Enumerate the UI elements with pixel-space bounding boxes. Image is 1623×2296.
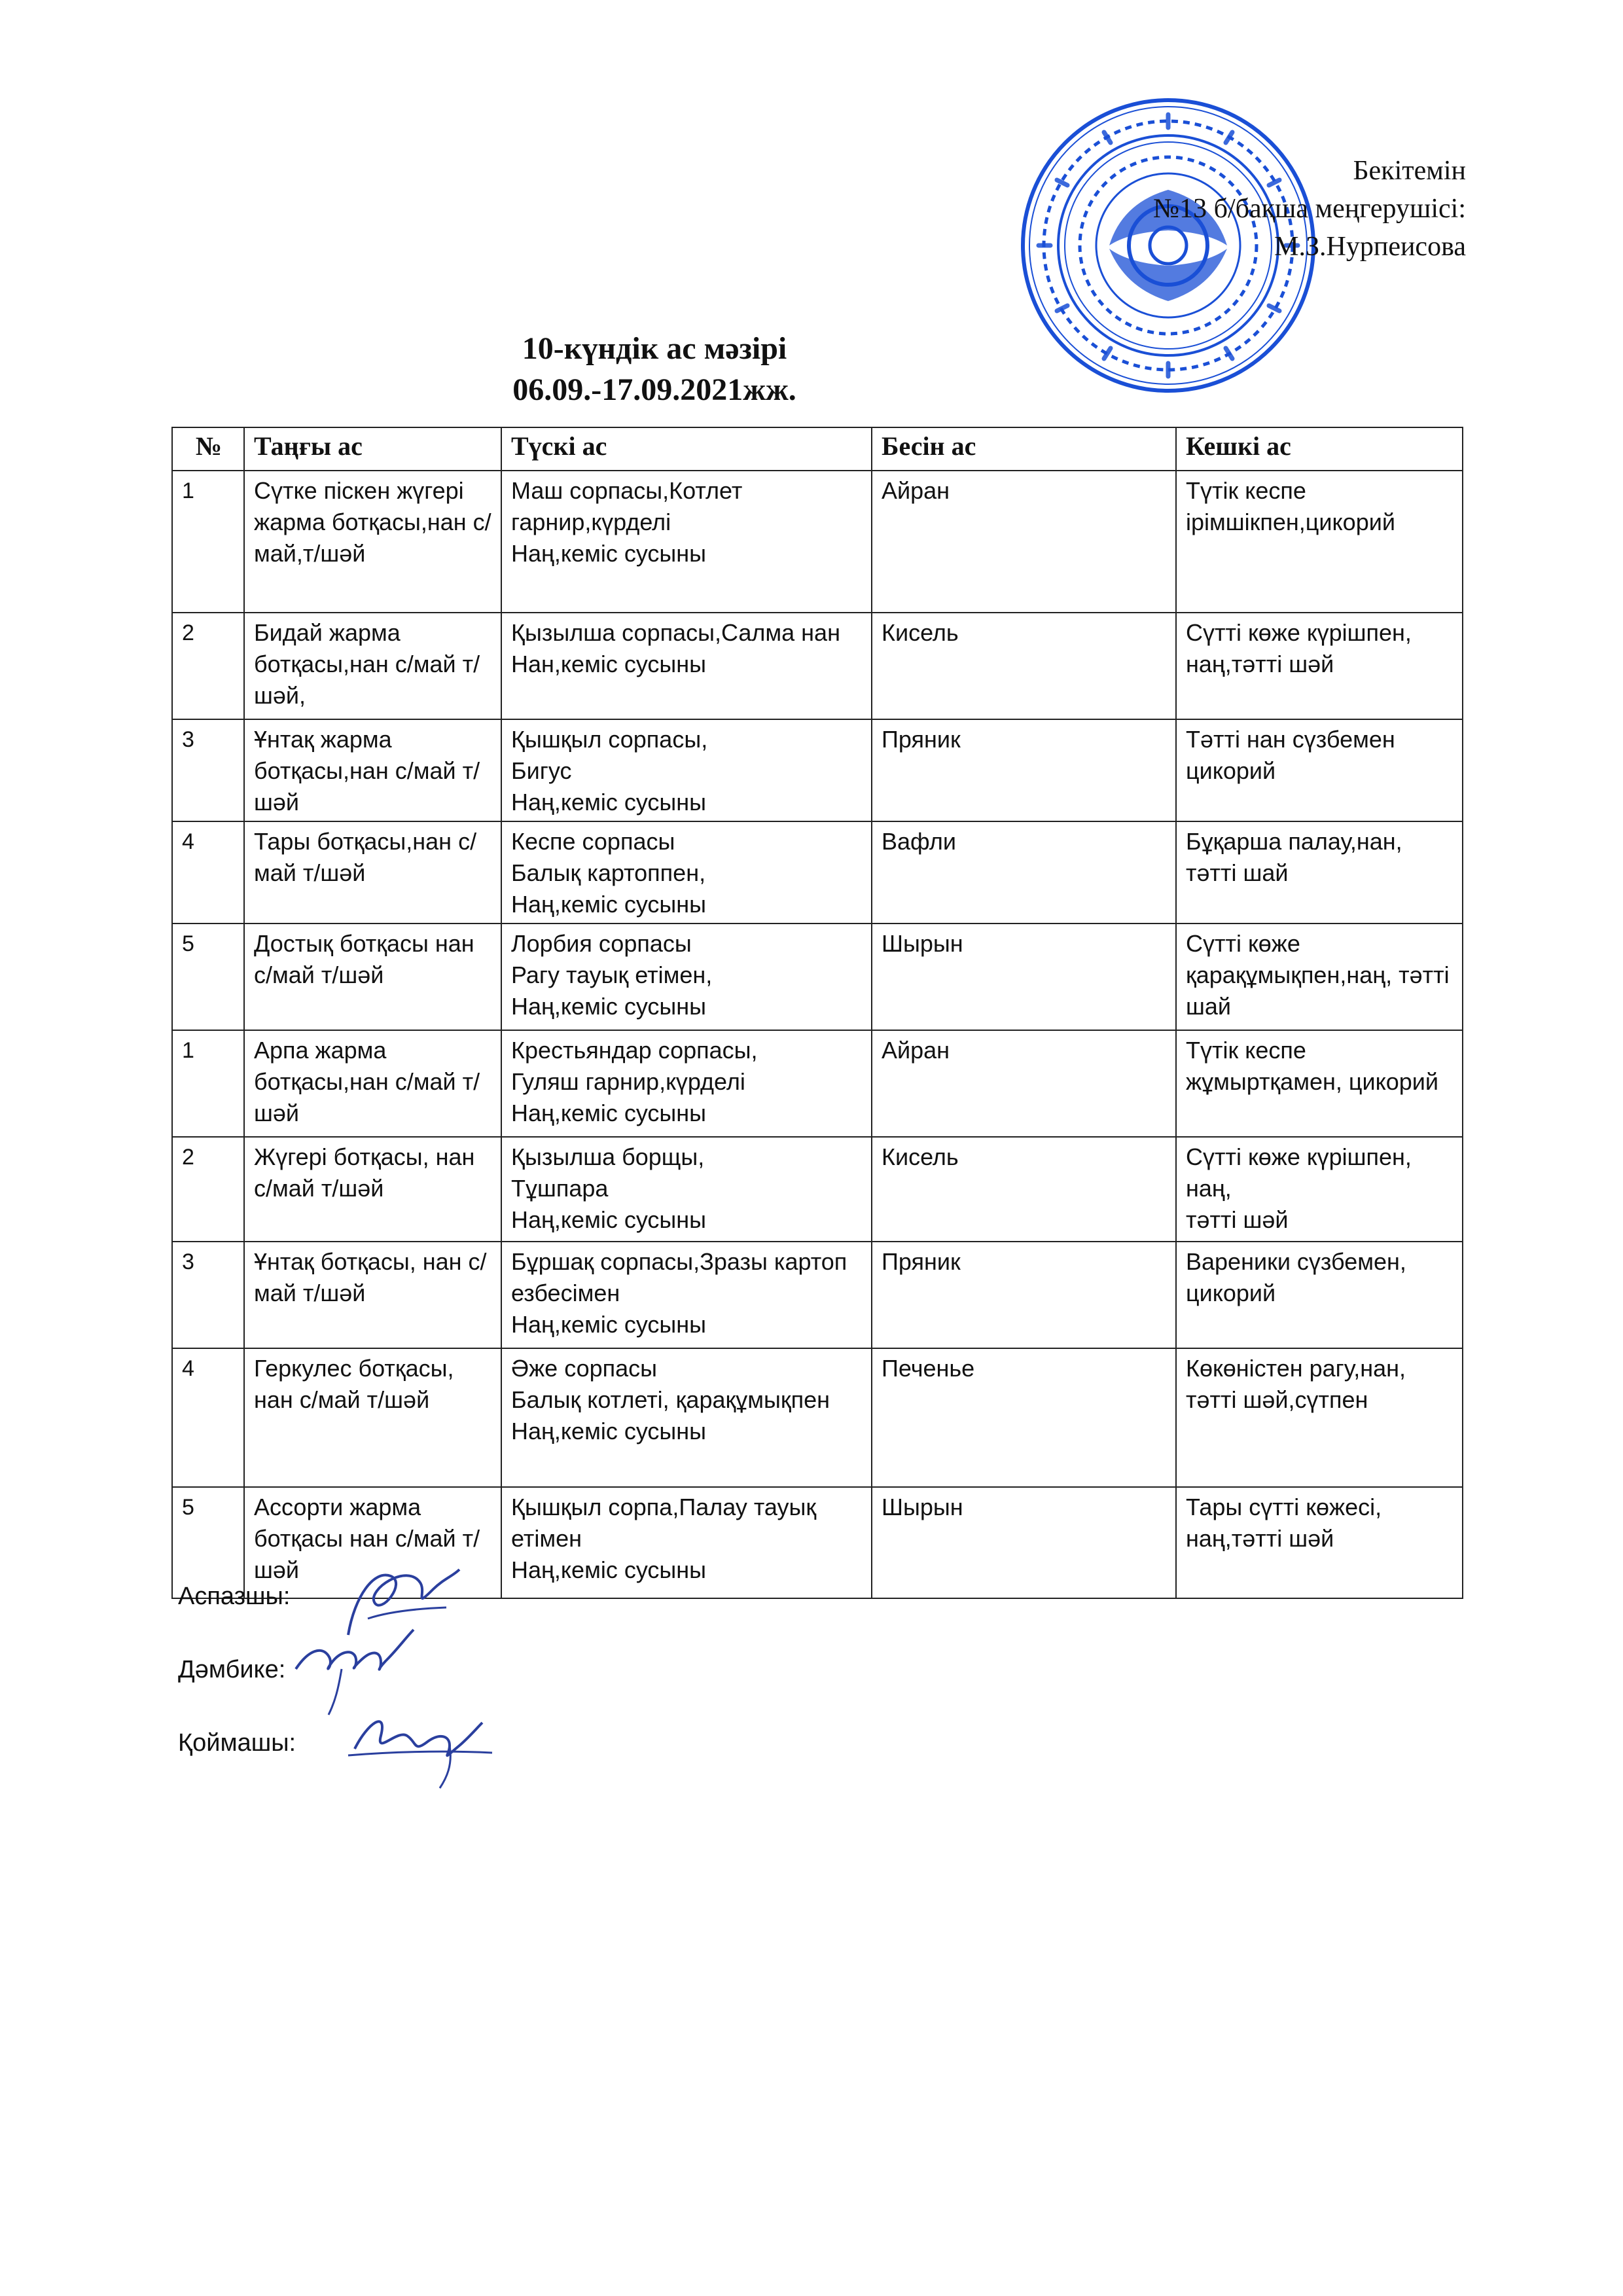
lunch-cell xyxy=(501,1137,872,1242)
snack-cell xyxy=(872,1137,1176,1242)
lunch-cell-text: Қызылша борщы, Тұшпара Наң,кеміс сусыны xyxy=(511,1143,707,1233)
dinner-cell xyxy=(1176,1348,1463,1487)
breakfast-cell-text: Тары ботқасы,нан с/май т/шәй xyxy=(254,828,477,886)
lunch-cell xyxy=(501,1487,872,1598)
dinner-cell-text: Вареники сүзбемен, цикорий xyxy=(1186,1248,1406,1306)
row-number xyxy=(172,471,244,613)
lunch-cell-text: Қызылша сорпасы,Салма нан Нан,кеміс сусыны xyxy=(511,619,840,677)
approval-block xyxy=(1153,152,1466,266)
snack-cell-text: Вафли xyxy=(882,828,956,855)
storekeeper-signature xyxy=(335,1690,505,1795)
menu-header-row xyxy=(172,427,1463,471)
breakfast-cell-text: Ассорти жарма ботқасы нан с/май т/шәй xyxy=(254,1494,480,1583)
lunch-cell xyxy=(501,613,872,719)
menu-row xyxy=(172,1030,1463,1137)
row-number xyxy=(172,719,244,821)
breakfast-cell-text: Ұнтақ ботқасы, нан с/май т/шәй xyxy=(254,1248,487,1306)
snack-cell xyxy=(872,471,1176,613)
dinner-cell-text: Тәтті нан сүзбемен цикорий xyxy=(1186,726,1395,784)
breakfast-cell-text: Ұнтақ жарма ботқасы,нан с/май т/шәй xyxy=(254,726,480,816)
row-number xyxy=(172,821,244,924)
snack-cell xyxy=(872,719,1176,821)
dinner-cell xyxy=(1176,1030,1463,1137)
breakfast-cell xyxy=(244,1242,501,1348)
menu-row xyxy=(172,1348,1463,1487)
dinner-cell xyxy=(1176,1487,1463,1598)
breakfast-cell-text: Сүтке піскен жүгері жарма ботқасы,нан с/май,т/шәй xyxy=(254,477,491,567)
breakfast-cell-text: Бидай жарма ботқасы,нан с/май т/шәй, xyxy=(254,619,480,709)
dinner-cell-text: Сүтті көже күрішпен, наң, тәтті шәй xyxy=(1186,1143,1412,1233)
breakfast-cell xyxy=(244,1030,501,1137)
lunch-cell-text: Әже сорпасы Балық котлеті, қарақұмықпен Наң,кеміс сусыны xyxy=(511,1355,830,1444)
lunch-cell-text: Крестьяндар сорпасы, Гуляш гарнир,күрделі Наң,кеміс сусыны xyxy=(511,1037,758,1126)
dinner-cell xyxy=(1176,613,1463,719)
breakfast-cell-text: Арпа жарма ботқасы,нан с/май т/шәй xyxy=(254,1037,480,1126)
header-snack: Бесін ас xyxy=(872,427,1176,471)
lunch-cell-text: Қышқыл сорпасы, Бигус Наң,кеміс сусыны xyxy=(511,726,708,816)
snack-cell xyxy=(872,1242,1176,1348)
menu-row xyxy=(172,1137,1463,1242)
row-number-text: 1 xyxy=(182,1038,194,1063)
dinner-cell xyxy=(1176,821,1463,924)
snack-cell xyxy=(872,613,1176,719)
menu-row xyxy=(172,821,1463,924)
dinner-cell xyxy=(1176,1242,1463,1348)
lunch-cell-text: Лорбия сорпасы Рагу тауық етімен, Наң,кеміс сусыны xyxy=(511,930,713,1020)
breakfast-cell xyxy=(244,471,501,613)
row-number-text: 1 xyxy=(182,478,194,503)
breakfast-cell-text: Жүгері ботқасы, нан с/май т/шәй xyxy=(254,1143,475,1202)
lunch-cell xyxy=(501,1348,872,1487)
row-number xyxy=(172,1030,244,1137)
dinner-cell-text: Бұқарша палау,нан, тәтті шай xyxy=(1186,828,1402,886)
snack-cell-text: Кисель xyxy=(882,1143,959,1170)
cook-label: Аспазшы: xyxy=(178,1583,291,1610)
dietitian-label: Дәмбике: xyxy=(178,1656,286,1683)
lunch-cell xyxy=(501,821,872,924)
snack-cell xyxy=(872,1487,1176,1598)
snack-cell-text: Шырын xyxy=(882,930,963,957)
snack-cell xyxy=(872,1348,1176,1487)
breakfast-cell-text: Геркулес ботқасы, нан с/май т/шәй xyxy=(254,1355,454,1413)
row-number-text: 4 xyxy=(182,1356,194,1381)
storekeeper-label: Қоймашы: xyxy=(178,1729,296,1757)
header-lunch: Түскі ас xyxy=(501,427,872,471)
snack-cell-text: Пряник xyxy=(882,1248,961,1275)
dinner-cell xyxy=(1176,471,1463,613)
row-number-text: 3 xyxy=(182,727,194,752)
document-title: 10-күндік ас мәзірі xyxy=(522,331,787,366)
dinner-cell-text: Сүтті көже күрішпен, наң,тәтті шәй xyxy=(1186,619,1412,677)
menu-row xyxy=(172,1242,1463,1348)
lunch-cell xyxy=(501,924,872,1030)
snack-cell xyxy=(872,924,1176,1030)
menu-table xyxy=(171,427,1463,1599)
row-number-text: 5 xyxy=(182,1495,194,1520)
breakfast-cell xyxy=(244,924,501,1030)
approval-line-name: М.З.Нурпеисова xyxy=(1274,232,1466,262)
approval-line-position: №13 б/бақша меңгерушісі: xyxy=(1153,194,1466,224)
breakfast-cell xyxy=(244,1348,501,1487)
dinner-cell-text: Түтік кеспе ірімшікпен,цикорий xyxy=(1186,477,1395,535)
menu-row xyxy=(172,613,1463,719)
menu-row xyxy=(172,471,1463,613)
row-number-text: 4 xyxy=(182,829,194,854)
header-dinner: Кешкі ас xyxy=(1176,427,1463,471)
lunch-cell xyxy=(501,471,872,613)
row-number xyxy=(172,924,244,1030)
snack-cell-text: Пряник xyxy=(882,726,961,753)
row-number xyxy=(172,1137,244,1242)
row-number-text: 5 xyxy=(182,931,194,956)
row-number-text: 3 xyxy=(182,1249,194,1274)
lunch-cell xyxy=(501,1030,872,1137)
lunch-cell xyxy=(501,1242,872,1348)
row-number-text: 2 xyxy=(182,620,194,645)
snack-cell-text: Шырын xyxy=(882,1494,963,1520)
header-number: № xyxy=(172,427,244,471)
dinner-cell xyxy=(1176,924,1463,1030)
row-number xyxy=(172,1348,244,1487)
row-number-text: 2 xyxy=(182,1145,194,1170)
breakfast-cell-text: Достық ботқасы нан с/май т/шәй xyxy=(254,930,474,988)
document-date-range: 06.09.-17.09.2021жж. xyxy=(512,372,796,407)
menu-row xyxy=(172,924,1463,1030)
menu-row xyxy=(172,719,1463,821)
menu-body xyxy=(172,471,1463,1598)
breakfast-cell xyxy=(244,719,501,821)
dinner-cell xyxy=(1176,719,1463,821)
lunch-cell-text: Қышқыл сорпа,Палау тауық етімен Наң,кеміс сусыны xyxy=(511,1494,817,1583)
row-number xyxy=(172,1487,244,1598)
breakfast-cell xyxy=(244,821,501,924)
dinner-cell-text: Түтік кеспе жұмыртқамен, цикорий xyxy=(1186,1037,1438,1095)
row-number xyxy=(172,1242,244,1348)
approval-line-approve: Бекітемін xyxy=(1353,156,1466,186)
dinner-cell-text: Көкөністен рагу,нан, тәтті шәй,сүтпен xyxy=(1186,1355,1406,1413)
snack-cell-text: Печенье xyxy=(882,1355,975,1382)
snack-cell xyxy=(872,821,1176,924)
snack-cell-text: Айран xyxy=(882,1037,950,1064)
snack-cell-text: Айран xyxy=(882,477,950,504)
dinner-cell-text: Тары сүтті көжесі, наң,тәтті шәй xyxy=(1186,1494,1382,1552)
dinner-cell-text: Сүтті көже қарақұмықпен,наң, тәтті шай xyxy=(1186,930,1450,1020)
row-number xyxy=(172,613,244,719)
lunch-cell-text: Бұршақ сорпасы,Зразы картоп езбесімен Наң,кеміс сусыны xyxy=(511,1248,847,1338)
header-breakfast: Таңғы ас xyxy=(244,427,501,471)
lunch-cell-text: Маш сорпасы,Котлет гарнир,күрделі Наң,кеміс сусыны xyxy=(511,477,743,567)
snack-cell-text: Кисель xyxy=(882,619,959,646)
dinner-cell xyxy=(1176,1137,1463,1242)
snack-cell xyxy=(872,1030,1176,1137)
breakfast-cell xyxy=(244,613,501,719)
breakfast-cell xyxy=(244,1137,501,1242)
lunch-cell xyxy=(501,719,872,821)
lunch-cell-text: Кеспе сорпасы Балық картоппен, Наң,кеміс сусыны xyxy=(511,828,707,918)
